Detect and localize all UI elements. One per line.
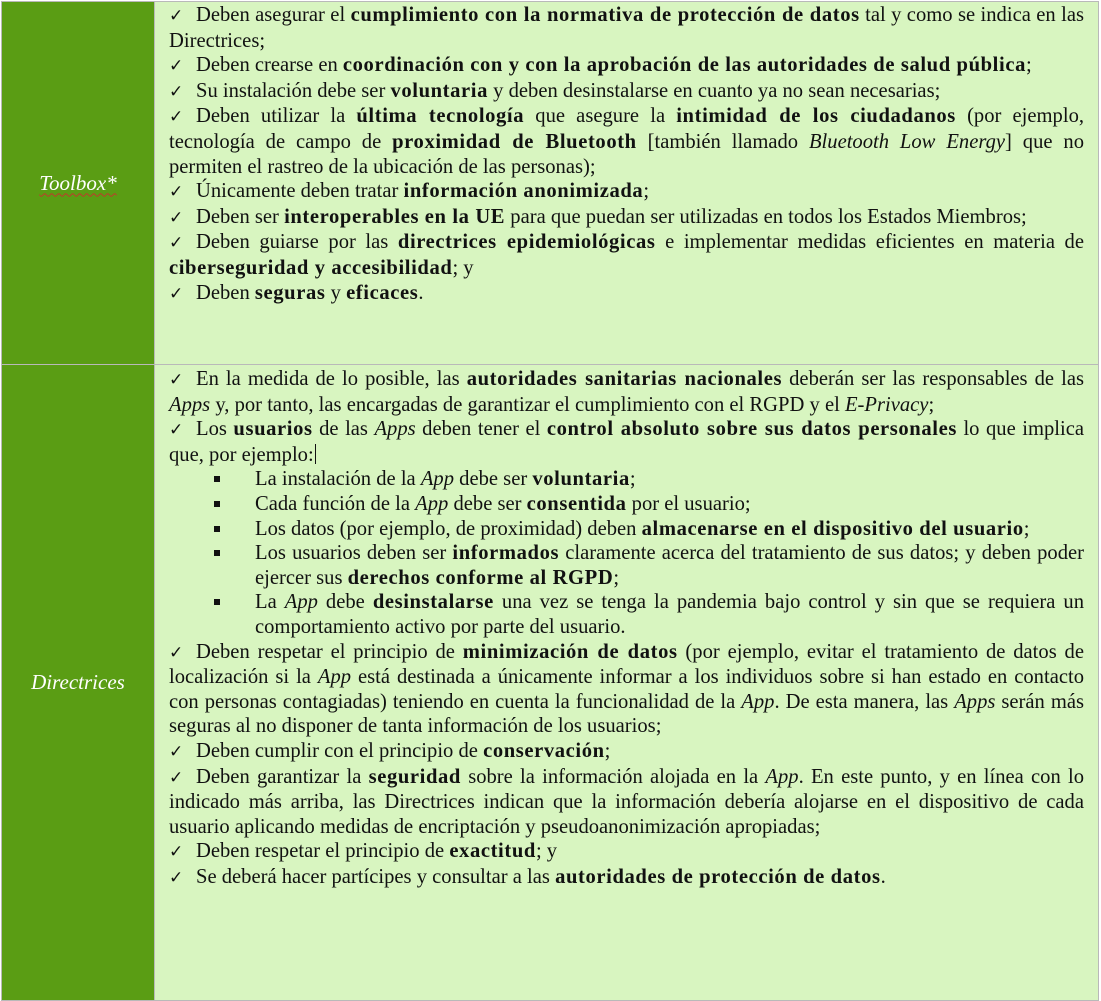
bold-segment: almacenarse en el dispositivo del usuario (641, 517, 1024, 540)
text-segment: Deben respetar el principio de (196, 840, 450, 863)
bold-segment: coordinación con y con la aprobación de las autoridades de salud pública (342, 54, 1026, 77)
italic-segment: App (317, 666, 352, 689)
text-segment: ; (604, 739, 611, 762)
check-icon: ✓ (169, 107, 184, 128)
text-cursor (315, 444, 316, 464)
bold-segment: informados (452, 542, 560, 565)
text-segment: claramente acerca del tratamiento de sus datos; y deben poder ejercer sus (255, 542, 1084, 589)
row-toolbox (2, 2, 1099, 365)
text-segment: Deben utilizar la (196, 105, 357, 128)
bold-segment: conservación (483, 739, 605, 762)
text-segment: debe ser (448, 492, 527, 515)
bullet-item (169, 590, 1084, 639)
text-segment: ; (643, 180, 650, 203)
bold-segment: cumplimiento con la normativa de protección de datos (350, 4, 860, 26)
text-segment: sobre la información alojada en la (460, 765, 766, 788)
check-item (169, 205, 1084, 231)
bold-segment: seguridad (368, 765, 461, 788)
check-item (169, 104, 1084, 179)
text-segment: Cada función de la (255, 492, 416, 515)
text-segment: Los (196, 418, 234, 441)
text-segment: Deben cumplir con el principio de (196, 739, 484, 762)
check-icon: ✓ (169, 6, 184, 26)
bold-segment: directrices epidemiológicas (397, 231, 656, 254)
check-icon: ✓ (169, 420, 184, 441)
text-segment: Deben guiarse por las (196, 231, 398, 254)
italic-segment: Bluetooth Low Energy (808, 130, 1006, 153)
text-segment: para que puedan ser utilizadas en todos los Estados Miembros; (505, 205, 1027, 228)
row-label: Directrices (31, 670, 125, 695)
text-segment: debe (317, 591, 373, 614)
check-item (169, 865, 1084, 891)
text-segment: serán más seguras al no disponer de tanta información de los usuarios; (169, 690, 1084, 738)
text-segment: (por ejemplo, tecnología de campo de (169, 105, 1085, 153)
check-item (169, 640, 1084, 739)
italic-segment: App (420, 468, 455, 491)
guidelines-table (1, 1, 1099, 1001)
text-segment: e implementar medidas eficientes en materia de (655, 231, 1084, 254)
text-segment: ; y (452, 256, 474, 279)
bold-segment: autoridades sanitarias nacionales (466, 368, 783, 390)
text-segment: ; (629, 468, 636, 491)
check-list (169, 3, 1084, 306)
text-segment: Los usuarios deben ser (255, 542, 453, 565)
text-segment: ] que no permiten el rastreo de la ubicación de las personas); (169, 130, 1085, 178)
text-segment: Deben crearse en (196, 54, 343, 77)
check-icon: ✓ (169, 842, 184, 863)
check-item (169, 281, 1084, 307)
square-bullet-icon (214, 550, 220, 556)
bold-segment: información anonimizada (403, 180, 644, 203)
check-icon: ✓ (169, 867, 184, 888)
text-segment: Su instalación debe ser (196, 79, 391, 102)
text-segment: ; (613, 566, 620, 589)
check-item (169, 839, 1084, 865)
bold-segment: última tecnología (356, 105, 525, 128)
text-segment: La (255, 591, 285, 614)
text-segment: Los datos (por ejemplo, de proximidad) deben (255, 517, 642, 540)
text-segment: La instalación de la (255, 468, 421, 491)
bold-segment: desinstalarse (372, 591, 494, 614)
italic-segment: App (741, 690, 775, 713)
check-list (169, 640, 1084, 891)
italic-segment: App (415, 492, 449, 515)
bold-segment: voluntaria (390, 79, 488, 102)
check-item (169, 179, 1084, 205)
text-segment: por el usuario; (626, 492, 751, 515)
check-item (169, 79, 1084, 105)
text-segment: Deben ser (196, 205, 285, 228)
square-bullet-icon (214, 476, 220, 482)
text-segment: Deben garantizar la (196, 765, 369, 788)
text-segment: [también llamado (636, 130, 809, 153)
text-segment: lo que implica que, por ejemplo: (169, 418, 1084, 466)
text-segment: ; y (535, 840, 558, 863)
check-icon: ✓ (169, 233, 184, 254)
text-segment: ; (1025, 54, 1032, 77)
text-segment: y deben desinstalarse en cuanto ya no sean necesarias; (488, 79, 941, 102)
text-segment: de las (312, 418, 375, 441)
text-segment: En la medida de lo posible, las (196, 368, 467, 390)
bold-segment: eficaces (346, 281, 419, 304)
square-bullet-icon (214, 501, 220, 507)
text-segment: está destinada a únicamente informar a los individuos sobre si han estado en contacto con personas contagiadas) teniendo en cuenta la funcionalidad de la (169, 666, 1084, 713)
text-segment: deberán ser las responsables de las (782, 368, 1084, 390)
bold-segment: voluntaria (532, 468, 630, 491)
text-segment: Deben respetar el principio de (196, 640, 463, 663)
text-segment: debe ser (454, 468, 533, 491)
bold-segment: derechos conforme al RGPD (347, 566, 614, 589)
text-segment: tal y como se indica en las Directrices; (169, 4, 1084, 52)
text-segment: que asegure la (524, 105, 677, 128)
text-segment: ; (928, 393, 935, 416)
bullet-item (169, 541, 1084, 590)
bullet-list (169, 467, 1084, 639)
check-item (169, 53, 1084, 79)
italic-segment: Apps (374, 418, 416, 441)
text-segment: Deben (196, 281, 255, 304)
text-segment: . De esta manera, las (774, 690, 955, 713)
check-item (169, 739, 1084, 765)
bold-segment: ciberseguridad y accesibilidad (169, 256, 453, 279)
bold-segment: exactitud (449, 840, 536, 863)
row-content (155, 365, 1099, 1001)
bold-segment: minimización de datos (462, 640, 678, 663)
check-item (169, 417, 1084, 467)
check-icon: ✓ (169, 283, 184, 304)
square-bullet-icon (214, 526, 220, 532)
check-item (169, 367, 1084, 417)
row-directrices (2, 365, 1099, 1001)
text-segment: y (325, 281, 347, 304)
check-icon: ✓ (169, 741, 184, 762)
text-segment: Deben asegurar el (196, 4, 351, 26)
square-bullet-icon (214, 599, 220, 605)
row-label: Toolbox* (39, 170, 117, 195)
bullet-item (169, 517, 1084, 542)
check-icon: ✓ (169, 56, 184, 77)
italic-segment: Apps (954, 690, 996, 713)
check-item (169, 3, 1084, 53)
text-segment: ; (1023, 517, 1030, 540)
check-item (169, 230, 1084, 280)
italic-segment: App (284, 591, 318, 614)
bold-segment: control absoluto sobre sus datos personales (546, 418, 957, 441)
bold-segment: intimidad de los ciudadanos (676, 105, 956, 128)
bold-segment: usuarios (233, 418, 313, 441)
check-icon: ✓ (169, 767, 184, 788)
italic-segment: Apps (169, 393, 211, 416)
row-label-cell (2, 2, 155, 365)
bold-segment: consentida (526, 492, 627, 515)
check-icon: ✓ (169, 207, 184, 228)
row-label-cell (2, 365, 155, 1001)
bold-segment: seguras (254, 281, 326, 304)
bold-segment: proximidad de Bluetooth (392, 130, 637, 153)
text-segment: deben tener el (415, 418, 547, 441)
check-list (169, 367, 1084, 467)
row-content (155, 2, 1099, 365)
check-icon: ✓ (169, 370, 184, 390)
italic-segment: App (765, 765, 799, 788)
bullet-item (169, 492, 1084, 517)
text-segment: y, por tanto, las encargadas de garantizar el cumplimiento con el RGPD y el (210, 393, 845, 416)
text-segment: una vez se tenga la pandemia bajo control y sin que se requiera un comportamiento activo por parte del usuario. (255, 591, 1085, 638)
check-icon: ✓ (169, 182, 184, 203)
text-segment: . (418, 281, 424, 304)
text-segment: . (880, 865, 886, 888)
check-item (169, 765, 1084, 840)
italic-segment: E-Privacy (844, 393, 929, 416)
bold-segment: autoridades de protección de datos (555, 865, 881, 888)
bold-segment: interoperables en la UE (284, 205, 506, 228)
text-segment: (por ejemplo, evitar el tratamiento de datos de localización si la (169, 640, 1084, 689)
text-segment: Únicamente deben tratar (196, 180, 404, 203)
text-segment: . En este punto, y en línea con lo indicado más arriba, las Directrices indican que la información debería alojarse en el dispositivo de cada usuario aplicando medidas de encriptación y pseudoanonimización apropiadas; (169, 765, 1084, 838)
text-segment: Se deberá hacer partícipes y consultar a las (196, 865, 556, 888)
bullet-item (169, 467, 1084, 492)
check-icon: ✓ (169, 642, 184, 663)
check-icon: ✓ (169, 81, 184, 102)
